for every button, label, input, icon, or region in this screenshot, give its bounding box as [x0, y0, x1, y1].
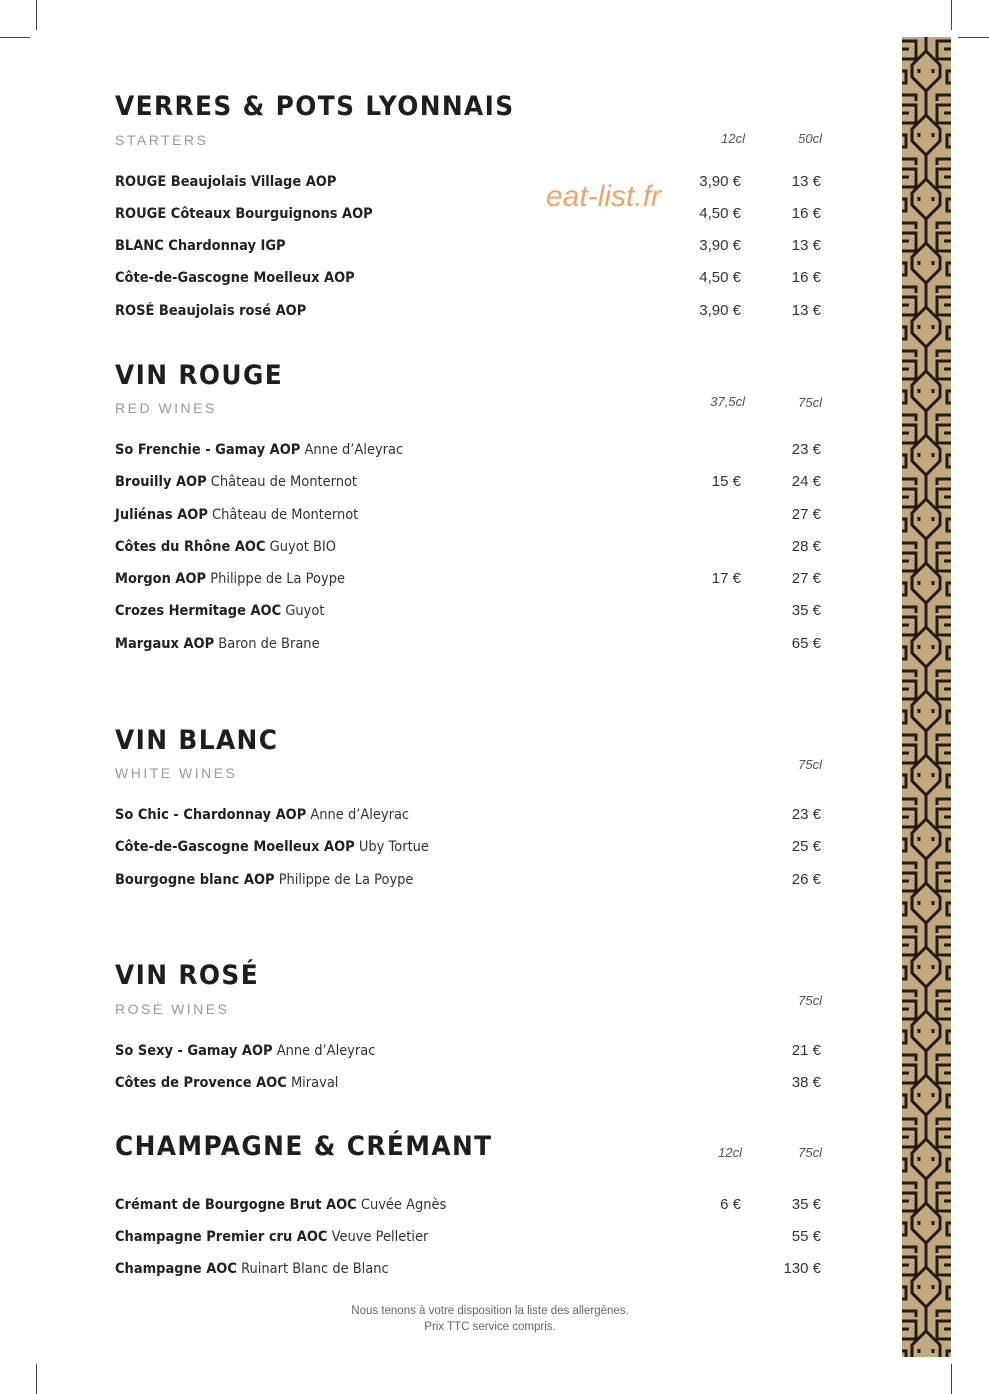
price-glass: 3,90 € [699, 173, 741, 190]
price-bottle: 16 € [791, 205, 821, 222]
price-glass: 4,50 € [699, 205, 741, 222]
crop-mark [958, 37, 989, 38]
item-name: Champagne Premier cru AOC Veuve Pelletier [115, 1229, 429, 1245]
price-bottle: 27 € [791, 506, 821, 523]
column-header-2: 75cl [798, 1145, 822, 1160]
item-name: So Frenchie - Gamay AOP Anne d’Aleyrac [115, 442, 404, 458]
menu-item [115, 1043, 825, 1063]
menu-item [115, 174, 825, 194]
item-name: Bourgogne blanc AOP Philippe de La Poype [115, 872, 414, 888]
menu-item [115, 539, 825, 559]
price-glass: 3,90 € [699, 237, 741, 254]
price-bottle: 21 € [791, 1042, 821, 1059]
column-header-2: 75cl [798, 993, 822, 1008]
item-name: So Chic - Chardonnay AOP Anne d’Aleyrac [115, 807, 410, 823]
item-name: Crémant de Bourgogne Brut AOC Cuvée Agnès [115, 1197, 447, 1213]
item-name: Côtes du Rhône AOC Guyot BIO [115, 539, 336, 555]
crop-mark [951, 1364, 952, 1394]
section-subtitle: ROSÉ WINES [115, 1001, 230, 1017]
column-header-2: 50cl [798, 131, 822, 146]
item-name: So Sexy - Gamay AOP Anne d’Aleyrac [115, 1043, 376, 1059]
section-title: CHAMPAGNE & CRÉMANT [115, 1131, 493, 1162]
item-name: Crozes Hermitage AOC Guyot [115, 603, 325, 619]
section-subtitle: WHITE WINES [115, 765, 238, 781]
item-name: Juliénas AOP Château de Monternot [115, 507, 359, 523]
price-bottle: 28 € [791, 538, 821, 555]
decorative-pattern-stripe [902, 37, 951, 1357]
watermark-text: eat-list.fr [546, 180, 662, 213]
footer-note [290, 1303, 690, 1335]
menu-item [115, 636, 825, 656]
price-half-bottle: 17 € [711, 570, 741, 587]
menu-item [115, 270, 825, 290]
column-header-2: 75cl [798, 395, 822, 410]
footer-allergens: Nous tenons à votre disposition la liste des allergènes. [351, 1305, 629, 1317]
column-header-1: 37,5cl [710, 394, 745, 409]
menu-item [115, 507, 825, 527]
menu-item [115, 238, 825, 258]
crop-mark [0, 37, 30, 38]
item-name: Côte-de-Gascogne Moelleux AOP Uby Tortue [115, 839, 429, 855]
item-name: Côte-de-Gascogne Moelleux AOP [115, 270, 355, 286]
price-bottle: 13 € [791, 302, 821, 319]
price-glass: 6 € [720, 1196, 741, 1213]
price-bottle: 55 € [791, 1228, 821, 1245]
menu-item [115, 839, 825, 859]
price-bottle: 24 € [791, 473, 821, 490]
price-bottle: 13 € [791, 237, 821, 254]
item-name: Côtes de Provence AOC Miraval [115, 1075, 339, 1091]
menu-item [115, 1075, 825, 1095]
menu-item [115, 603, 825, 623]
section-title: VIN ROSÉ [115, 960, 260, 991]
section-title: VIN ROUGE [115, 360, 284, 391]
item-name: ROUGE Beaujolais Village AOP [115, 174, 337, 190]
menu-item [115, 303, 825, 323]
item-name: ROUGE Côteaux Bourguignons AOP [115, 206, 373, 222]
price-bottle: 27 € [791, 570, 821, 587]
column-header-1: 12cl [718, 1145, 742, 1160]
price-bottle: 23 € [791, 441, 821, 458]
section-subtitle: RED WINES [115, 400, 217, 416]
price-bottle: 65 € [791, 635, 821, 652]
price-bottle: 23 € [791, 806, 821, 823]
price-glass: 3,90 € [699, 302, 741, 319]
menu-item [115, 571, 825, 591]
item-name: ROSÉ Beaujolais rosé AOP [115, 303, 307, 319]
menu-item [115, 807, 825, 827]
menu-item [115, 1229, 825, 1249]
menu-item [115, 206, 825, 226]
menu-item [115, 1197, 825, 1217]
item-name: Brouilly AOP Château de Monternot [115, 474, 358, 490]
crop-mark [36, 0, 37, 30]
price-bottle: 35 € [791, 1196, 821, 1213]
price-bottle: 130 € [783, 1260, 821, 1277]
section-title: VIN BLANC [115, 725, 279, 756]
section-title: VERRES & POTS LYONNAIS [115, 91, 515, 122]
menu-item [115, 1261, 825, 1281]
crop-mark [36, 1364, 37, 1394]
column-header-2: 75cl [798, 757, 822, 772]
item-name: Margaux AOP Baron de Brane [115, 636, 320, 652]
menu-item [115, 442, 825, 462]
item-name: BLANC Chardonnay IGP [115, 238, 286, 254]
price-bottle: 16 € [791, 269, 821, 286]
price-bottle: 26 € [791, 871, 821, 888]
menu-item [115, 474, 825, 494]
price-bottle: 38 € [791, 1074, 821, 1091]
footer-price-note: Prix TTC service compris. [424, 1321, 556, 1333]
price-glass: 4,50 € [699, 269, 741, 286]
crop-mark [951, 0, 952, 30]
menu-item [115, 872, 825, 892]
section-subtitle: STARTERS [115, 132, 209, 148]
price-half-bottle: 15 € [711, 473, 741, 490]
price-bottle: 25 € [791, 838, 821, 855]
price-bottle: 35 € [791, 602, 821, 619]
column-header-1: 12cl [721, 131, 745, 146]
price-bottle: 13 € [791, 173, 821, 190]
item-name: Morgon AOP Philippe de La Poype [115, 571, 345, 587]
item-name: Champagne AOC Ruinart Blanc de Blanc [115, 1261, 389, 1277]
